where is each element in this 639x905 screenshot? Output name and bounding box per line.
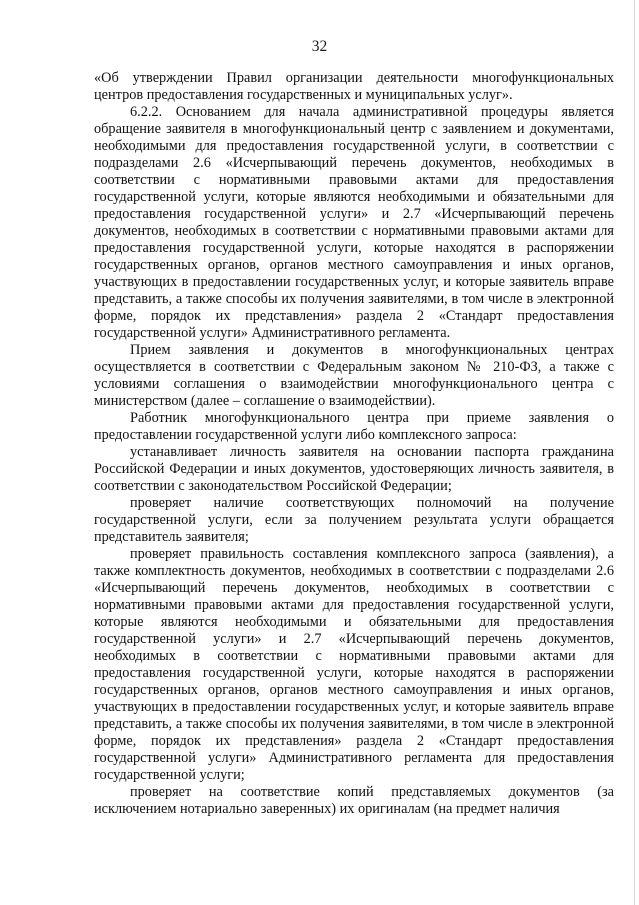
paragraph-6-2-2-basis: 6.2.2. Основанием для начала административной процедуры является обращение заявителя в многофункциональный центр с заявлением и документами, необходимыми для предоставления государственной услуги, в соответствии с подразделами 2.6 «Исчерпывающий перечень документов, необходимых в соответствии с нормативными правовыми актами для предоставления государственной услуги, которые являются необходимыми и обязательными для предоставления государственной услуги» и 2.7 «Исчерпывающий перечень документов, необходимых в соответствии с нормативными правовыми актами для предоставления государственной услуги, которые находятся в распоряжении государственных органов, органов местного самоуправления и иных органов, участвующих в предоставлении государственных услуг, и которые заявитель вправе представить, а также способы их получения заявителями, в том числе в электронной форме, порядок их представления» раздела 2 «Стандарт предоставления государственной услуги» Административного регламента. — [94, 104, 614, 341]
paragraph-identity-check: устанавливает личность заявителя на основании паспорта гражданина Российской Федерации и иных документов, удостоверяющих личность заявителя, в соответствии с законодательством Российской Федерации; — [94, 444, 614, 494]
paragraph-authority-check: проверяет наличие соответствующих полномочий на получение государственной услуги, если за получением результата услуги обращается представитель заявителя; — [94, 495, 614, 545]
paragraph-reception-of-application: Прием заявления и документов в многофункциональных центрах осуществляется в соответствии с Федеральным законом № 210-ФЗ, а также с условиями соглашения о взаимодействии многофункционального центра с министерством (далее – соглашение о взаимодействии). — [94, 342, 614, 409]
document-body — [94, 70, 614, 818]
paragraph-completeness-check: проверяет правильность составления комплексного запроса (заявления), а также комплектность документов, необходимых в соответствии с подразделами 2.6 «Исчерпывающий перечень документов, необходимых в соответствии с нормативными правовыми актами для предоставления государственной услуги, которые являются необходимыми и обязательными для предоставления государственной услуги» и 2.7 «Исчерпывающий перечень документов, необходимых в соответствии с нормативными правовыми актами для предоставления государственной услуги, которые находятся в распоряжении государственных органов, органов местного самоуправления и иных органов, участвующих в предоставлении государственных услуг, и которые заявитель вправе представить, а также способы их получения заявителями, в том числе в электронной форме, порядок их представления» раздела 2 «Стандарт предоставления государственной услуги» Административного регламента для предоставления государственной услуги; — [94, 546, 614, 783]
page-number: 32 — [311, 38, 328, 55]
paragraph-copies-check: проверяет на соответствие копий представляемых документов (за исключением нотариально заверенных) их оригиналам (на предмет наличия — [94, 784, 614, 817]
paragraph-mfc-worker-duties: Работник многофункционального центра при приеме заявления о предоставлении государственной услуги либо комплексного запроса: — [94, 410, 614, 443]
paragraph-law-title-continuation: «Об утверждении Правил организации деятельности многофункциональных центров предоставления государственных и муниципальных услуг». — [94, 70, 614, 103]
scan-edge-line — [634, 0, 635, 905]
